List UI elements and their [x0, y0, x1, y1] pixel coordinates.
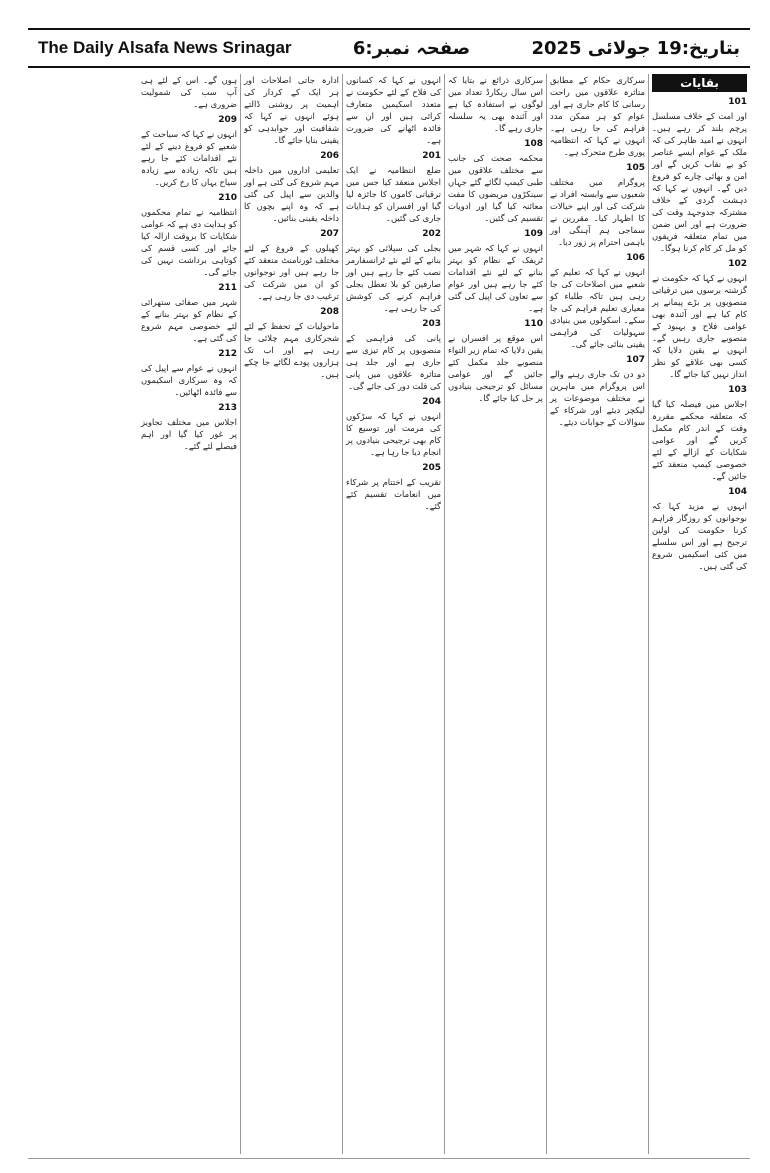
entry-text: انہوں نے کہا کہ کسانوں کی فلاح کے لئے حکومت نے متعدد اسکیمیں متعارف کرائی ہیں اور ان سے فائدہ اٹھانے کی ضرورت ہے۔ — [346, 75, 441, 145]
entry-number: 109 — [524, 229, 543, 239]
entry-text: انہوں نے عوام سے اپیل کی کہ وہ سرکاری اسکیموں سے فائدہ اٹھائیں۔ — [141, 363, 237, 397]
column-2 — [546, 74, 648, 1154]
entry-text: تقریب کے اختتام پر شرکاء میں انعامات تقسیم کئے گئے۔ — [346, 477, 441, 511]
entry-text: اور امت کے خلاف مسلسل پرچم بلند کر رہے ہیں۔ انہوں نے امید ظاہر کی کہ ملک کے عوام ایسے عناصر کو بے نقاب کریں گے اور امن و بھائی چارے کو فروغ دیں گے۔ انہوں نے کہا کہ دہشت گردی کے خلاف مشترکہ جدوجہد وقت کی ضرورت ہے اور اس ضمن میں تمام متعلقہ فریقوں کو مل کر کام کرنا ہوگا۔ — [652, 111, 747, 253]
entry-text: سرکاری ذرائع نے بتایا کہ اس سال ریکارڈ تعداد میں لوگوں نے استفادہ کیا ہے اور آئندہ بھی یہ سلسلہ جاری رہے گا۔ — [448, 75, 543, 133]
entry-text: اجلاس میں مختلف تجاویز پر غور کیا گیا اور اہم فیصلے لئے گئے۔ — [141, 417, 237, 451]
entry-number: 102 — [728, 259, 747, 269]
article-columns — [28, 74, 750, 1154]
entry-number: 108 — [524, 139, 543, 149]
entry-number: 104 — [728, 487, 747, 497]
entry-text: دو دن تک جاری رہنے والے اس پروگرام میں ماہرین نے مختلف موضوعات پر لیکچر دیئے اور شرکاء کے سوالات کے جوابات دیئے۔ — [550, 369, 645, 427]
entry-number: 107 — [626, 355, 645, 365]
entry-text: انہوں نے کہا کہ سڑکوں کی مرمت اور توسیع کا کام بھی ترجیحی بنیادوں پر انجام دیا جا رہا ہے۔ — [346, 411, 441, 457]
column-6 — [138, 74, 240, 1154]
entry-number: 105 — [626, 163, 645, 173]
masthead — [28, 28, 750, 68]
entry-number: 208 — [320, 307, 339, 317]
entry-text: انتظامیہ نے تمام محکموں کو ہدایت دی ہے کہ عوامی شکایات کا بروقت ازالہ کیا جائے اور کسی قسم کی کوتاہی برداشت نہیں کی جائے گی۔ — [141, 207, 237, 277]
entry-text: بجلی کی سپلائی کو بہتر بنانے کے لئے نئے ٹرانسفارمر نصب کئے جا رہے ہیں اور صارفین کو بلا تعطل بجلی فراہم کرنے کی کوشش کی جا رہی ہے۔ — [346, 243, 441, 313]
column-4 — [342, 74, 444, 1154]
page-number: صفحہ نمبر:6 — [352, 37, 471, 59]
entry-text: سرکاری حکام کے مطابق متاثرہ علاقوں میں راحت رسانی کا کام جاری ہے اور عوام کو ہر ممکن مدد فراہم کی جا رہی ہے۔ انہوں نے کہا کہ انتظامیہ پوری طرح متحرک ہے۔ — [550, 75, 645, 157]
entry-text: اس موقع پر افسران نے یقین دلایا کہ تمام زیر التواء منصوبے جلد مکمل کئے جائیں گے اور عوامی مسائل کو ترجیحی بنیادوں پر حل کیا جائے گا۔ — [448, 333, 543, 403]
section-heading: بقایات — [652, 74, 747, 92]
column-5 — [240, 74, 342, 1154]
entry-number: 101 — [728, 97, 747, 107]
entry-text: انہوں نے کہا کہ تعلیم کے شعبے میں اصلاحات کی جا رہی ہیں تاکہ طلباء کو معیاری تعلیم فراہم کی جا سکے۔ اسکولوں میں بنیادی سہولیات کی فراہمی یقینی بنائی جائے گی۔ — [550, 267, 645, 349]
entry-number: 205 — [422, 463, 441, 473]
entry-text: انہوں نے مزید کہا کہ نوجوانوں کو روزگار فراہم کرنا حکومت کی اولین ترجیح ہے اور اس سلسلے میں کئی اسکیمیں شروع کی گئی ہیں۔ — [652, 501, 747, 571]
entry-text: ہوں گے۔ اس کے لئے ہی آپ سب کی شمولیت ضروری ہے۔ — [141, 75, 237, 109]
entry-number: 203 — [422, 319, 441, 329]
entry-number: 204 — [422, 397, 441, 407]
entry-number: 213 — [218, 403, 237, 413]
entry-text: انہوں نے کہا کہ حکومت نے گزشتہ برسوں میں ترقیاتی منصوبوں پر بڑے پیمانے پر کام کیا ہے اور آئندہ بھی عوامی فلاح و بہبود کے منصوبے جاری رہیں گے۔ انہوں نے یقین دلایا کہ کسی بھی علاقے کو نظر انداز نہیں کیا جائے گا۔ — [651, 273, 747, 379]
entry-number: 207 — [320, 229, 339, 239]
entry-number: 212 — [218, 349, 237, 359]
issue-date: بتاریخ:19 جولائی 2025 — [531, 37, 740, 59]
entry-text: انہوں نے کہا کہ شہر میں ٹریفک کے نظام کو بہتر بنانے کے لئے نئے اقدامات کئے جا رہے ہیں اور عوام سے تعاون کی اپیل کی گئی ہے۔ — [448, 243, 543, 313]
entry-text: محکمہ صحت کی جانب سے مختلف علاقوں میں طبی کیمپ لگائے گئے جہاں سینکڑوں مریضوں کا مفت معائنہ کیا گیا اور ادویات تقسیم کی گئیں۔ — [448, 153, 543, 223]
paper-name: The Daily Alsafa News Srinagar — [38, 38, 292, 57]
entry-number: 103 — [728, 385, 747, 395]
entry-text: اجلاس میں فیصلہ کیا گیا کہ متعلقہ محکمے مقررہ وقت کے اندر کام مکمل کریں گے اور عوامی شکایات کے ازالے کے لئے خصوصی کیمپ منعقد کئے جائیں گے۔ — [652, 399, 747, 481]
entry-number: 206 — [320, 151, 339, 161]
bottom-rule — [28, 1158, 750, 1159]
entry-number: 106 — [626, 253, 645, 263]
entry-text: ماحولیات کے تحفظ کے لئے شجرکاری مہم چلائی جا رہی ہے اور اب تک ہزاروں پودے لگائے جا چکے ہیں۔ — [244, 321, 339, 379]
entry-text: انہوں نے کہا کہ سیاحت کے شعبے کو فروغ دینے کے لئے نئے اقدامات کئے جا رہے ہیں تاکہ زیادہ سے زیادہ سیاح یہاں کا رخ کریں۔ — [141, 129, 237, 187]
entry-text: ادارہ جاتی اصلاحات اور ہر ایک کے کردار کی اہمیت پر روشنی ڈالتے ہوئے انہوں نے کہا کہ شفافیت اور جوابدہی کو یقینی بنایا جائے گا۔ — [244, 75, 339, 145]
entry-text: تعلیمی اداروں میں داخلہ مہم شروع کی گئی ہے اور والدین سے اپیل کی گئی ہے کہ وہ اپنے بچوں کا داخلہ یقینی بنائیں۔ — [244, 165, 339, 223]
entry-number: 201 — [422, 151, 441, 161]
entry-text: شہر میں صفائی ستھرائی کے نظام کو بہتر بنانے کے لئے خصوصی مہم شروع کی گئی ہے۔ — [141, 297, 237, 343]
entry-number: 202 — [422, 229, 441, 239]
entry-number: 110 — [524, 319, 543, 329]
column-1 — [648, 74, 750, 1154]
entry-text: ضلع انتظامیہ نے ایک اجلاس منعقد کیا جس میں ترقیاتی کاموں کا جائزہ لیا گیا اور افسران کو ہدایات جاری کی گئیں۔ — [346, 165, 441, 223]
entry-number: 211 — [218, 283, 237, 293]
entry-text: پانی کی فراہمی کے منصوبوں پر کام تیزی سے جاری ہے اور جلد ہی متاثرہ علاقوں میں پانی کی قلت دور کی جائے گی۔ — [346, 333, 441, 391]
entry-text: پروگرام میں مختلف شعبوں سے وابستہ افراد نے شرکت کی اور اپنے خیالات کا اظہار کیا۔ مقررین نے سماجی ہم آہنگی اور باہمی احترام پر زور دیا۔ — [550, 177, 645, 247]
column-3 — [444, 74, 546, 1154]
entry-number: 210 — [218, 193, 237, 203]
entry-text: کھیلوں کے فروغ کے لئے مختلف ٹورنامنٹ منعقد کئے جا رہے ہیں اور نوجوانوں کو ان میں شرکت کی ترغیب دی جا رہی ہے۔ — [244, 243, 339, 301]
entry-number: 209 — [218, 115, 237, 125]
